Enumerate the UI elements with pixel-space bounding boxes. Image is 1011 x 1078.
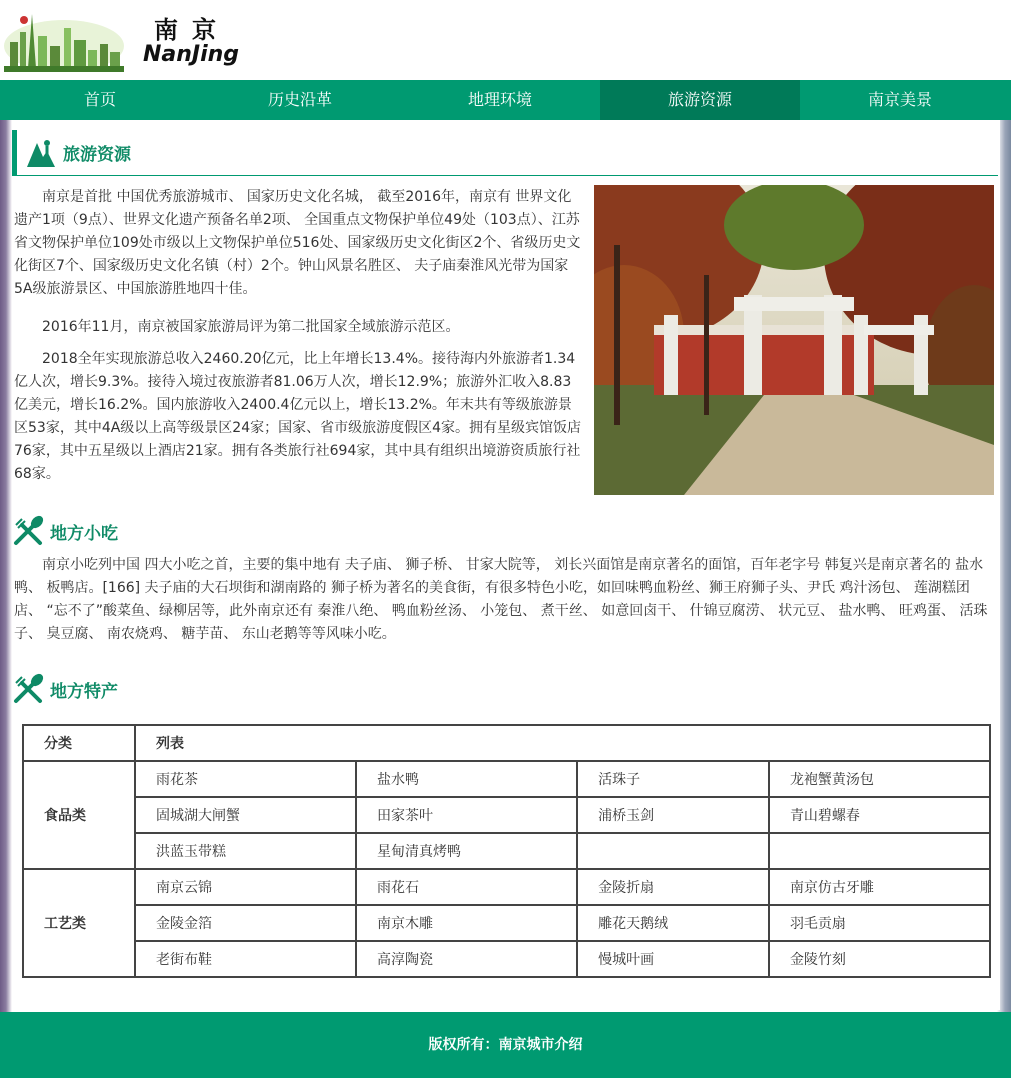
table-cell: 金陵金箔 bbox=[135, 905, 356, 941]
table-cell: 龙袍蟹黄汤包 bbox=[769, 761, 990, 797]
table-row bbox=[23, 869, 990, 905]
city-skyline-logo bbox=[4, 6, 124, 72]
tourism-section-title bbox=[12, 130, 998, 176]
header-category: 分类 bbox=[23, 725, 135, 761]
table-cell: 高淳陶瓷 bbox=[356, 941, 577, 977]
table-cell: 羽毛贡扇 bbox=[769, 905, 990, 941]
tourism-paragraph-1: 南京是首批 中国优秀旅游城市、 国家历史文化名城， 截至2016年，南京有 世界文化遗产1项（9点）、世界文化遗产预备名单2项、 全国重点文物保护单位49处（103点）、江苏省文物保护单位109处市级以上文物保护单位516处、国家级历史文化街区2个、省级历史文化街区7个、国家级历史文化名镇（村）2个。钟山风景名胜区、 夫子庙秦淮风光带为国家5A级旅游景区、中国旅游胜地四十佳。 bbox=[14, 189, 581, 297]
specialty-section-title bbox=[12, 666, 118, 712]
nav-tourism[interactable]: 旅游资源 bbox=[600, 80, 800, 120]
category-craft: 工艺类 bbox=[23, 869, 135, 977]
category-food: 食品类 bbox=[23, 761, 135, 869]
table-cell bbox=[577, 833, 769, 869]
table-cell: 老街布鞋 bbox=[135, 941, 356, 977]
table-cell bbox=[769, 833, 990, 869]
fork-spoon-icon bbox=[12, 515, 44, 547]
nav-scenery[interactable]: 南京美景 bbox=[867, 90, 932, 109]
table-cell: 盐水鸭 bbox=[356, 761, 577, 797]
table-row bbox=[23, 761, 990, 797]
table-cell: 雨花石 bbox=[356, 869, 577, 905]
table-cell: 固城湖大闸蟹 bbox=[135, 797, 356, 833]
specialty-table bbox=[22, 724, 991, 978]
tourism-paragraph-2: 2016年11月，南京被国家旅游局评为第二批国家全域旅游示范区。 bbox=[42, 319, 460, 335]
specialty-title: 地方特产 bbox=[50, 681, 118, 702]
header-list: 列表 bbox=[135, 725, 990, 761]
nav-home[interactable]: 首页 bbox=[83, 90, 116, 109]
snacks-title: 地方小吃 bbox=[50, 523, 118, 544]
table-cell: 金陵竹刻 bbox=[769, 941, 990, 977]
table-cell: 青山碧螺春 bbox=[769, 797, 990, 833]
footer-copyright: 版权所有：南京城市介绍 bbox=[0, 1012, 1011, 1078]
table-cell: 浦桥玉剑 bbox=[577, 797, 769, 833]
nav-geography[interactable]: 地理环境 bbox=[467, 90, 532, 109]
table-cell: 南京云锦 bbox=[135, 869, 356, 905]
table-cell: 洪蓝玉带糕 bbox=[135, 833, 356, 869]
snacks-paragraph: 南京小吃列中国 四大小吃之首，主要的集中地有 夫子庙、 狮子桥、 甘家大院等， 刘长兴面馆是南京著名的面馆，百年老字号 韩复兴是南京著名的 盐水鸭、 板鸭店。[166] 夫子庙的大石坝街和湖南路的 狮子桥为著名的美食街，有很多特色小吃，如回味鸭血粉丝、狮王府狮子头、尹氏 鸡汁汤包、 莲湖糕团店、 “忘不了”酸菜鱼、绿柳居等，此外南京还有 秦淮八绝、 鸭血粉丝汤、 小笼包、 煮干丝、 如意回卤干、 什锦豆腐涝、 状元豆、 盐水鸭、 旺鸡蛋、 活珠子、 臭豆腐、 南农烧鸡、 糖芋苗、 东山老鹅等等风味小吃。 bbox=[14, 557, 988, 642]
park-gate-photo bbox=[594, 185, 994, 495]
fork-spoon-icon bbox=[12, 673, 44, 705]
table-cell: 田家茶叶 bbox=[356, 797, 577, 833]
mountain-person-icon bbox=[25, 137, 57, 169]
table-cell: 慢城叶画 bbox=[577, 941, 769, 977]
table-cell: 雕花天鹅绒 bbox=[577, 905, 769, 941]
table-cell: 金陵折扇 bbox=[577, 869, 769, 905]
header bbox=[0, 0, 1011, 80]
brand-english-name: NanJing bbox=[143, 42, 240, 67]
table-header-row bbox=[23, 725, 990, 761]
table-row bbox=[23, 797, 990, 833]
snacks-section-title bbox=[12, 508, 118, 554]
table-cell: 活珠子 bbox=[577, 761, 769, 797]
nav-history[interactable]: 历史沿革 bbox=[267, 90, 332, 109]
main-content bbox=[12, 120, 1000, 1010]
table-cell: 南京木雕 bbox=[356, 905, 577, 941]
tourism-paragraph-3: 2018全年实现旅游总收入2460.20亿元，比上年增长13.4%。接待海内外旅游者1.34亿人次，增长9.3%。接待入境过夜旅游者81.06万人次，增长12.9%；旅游外汇收入8.83亿美元，增长16.2%。国内旅游收入2400.4亿元以上，增长13.2%。年末共有等级旅游景区53家，其中4A级以上高等级景区24家；国家、省市级旅游度假区4家。拥有星级宾馆饭店76家，其中五星级以上酒店21家。拥有各类旅行社694家，其中具有组织出境游资质旅行社68家。 bbox=[14, 351, 582, 482]
table-row bbox=[23, 833, 990, 869]
main-nav bbox=[0, 80, 1011, 120]
table-cell: 雨花茶 bbox=[135, 761, 356, 797]
table-row bbox=[23, 905, 990, 941]
brand-chinese-name: 南京 bbox=[154, 15, 230, 44]
table-row bbox=[23, 941, 990, 977]
table-cell: 星甸清真烤鸭 bbox=[356, 833, 577, 869]
table-cell: 南京仿古牙雕 bbox=[769, 869, 990, 905]
tourism-title: 旅游资源 bbox=[63, 145, 131, 165]
